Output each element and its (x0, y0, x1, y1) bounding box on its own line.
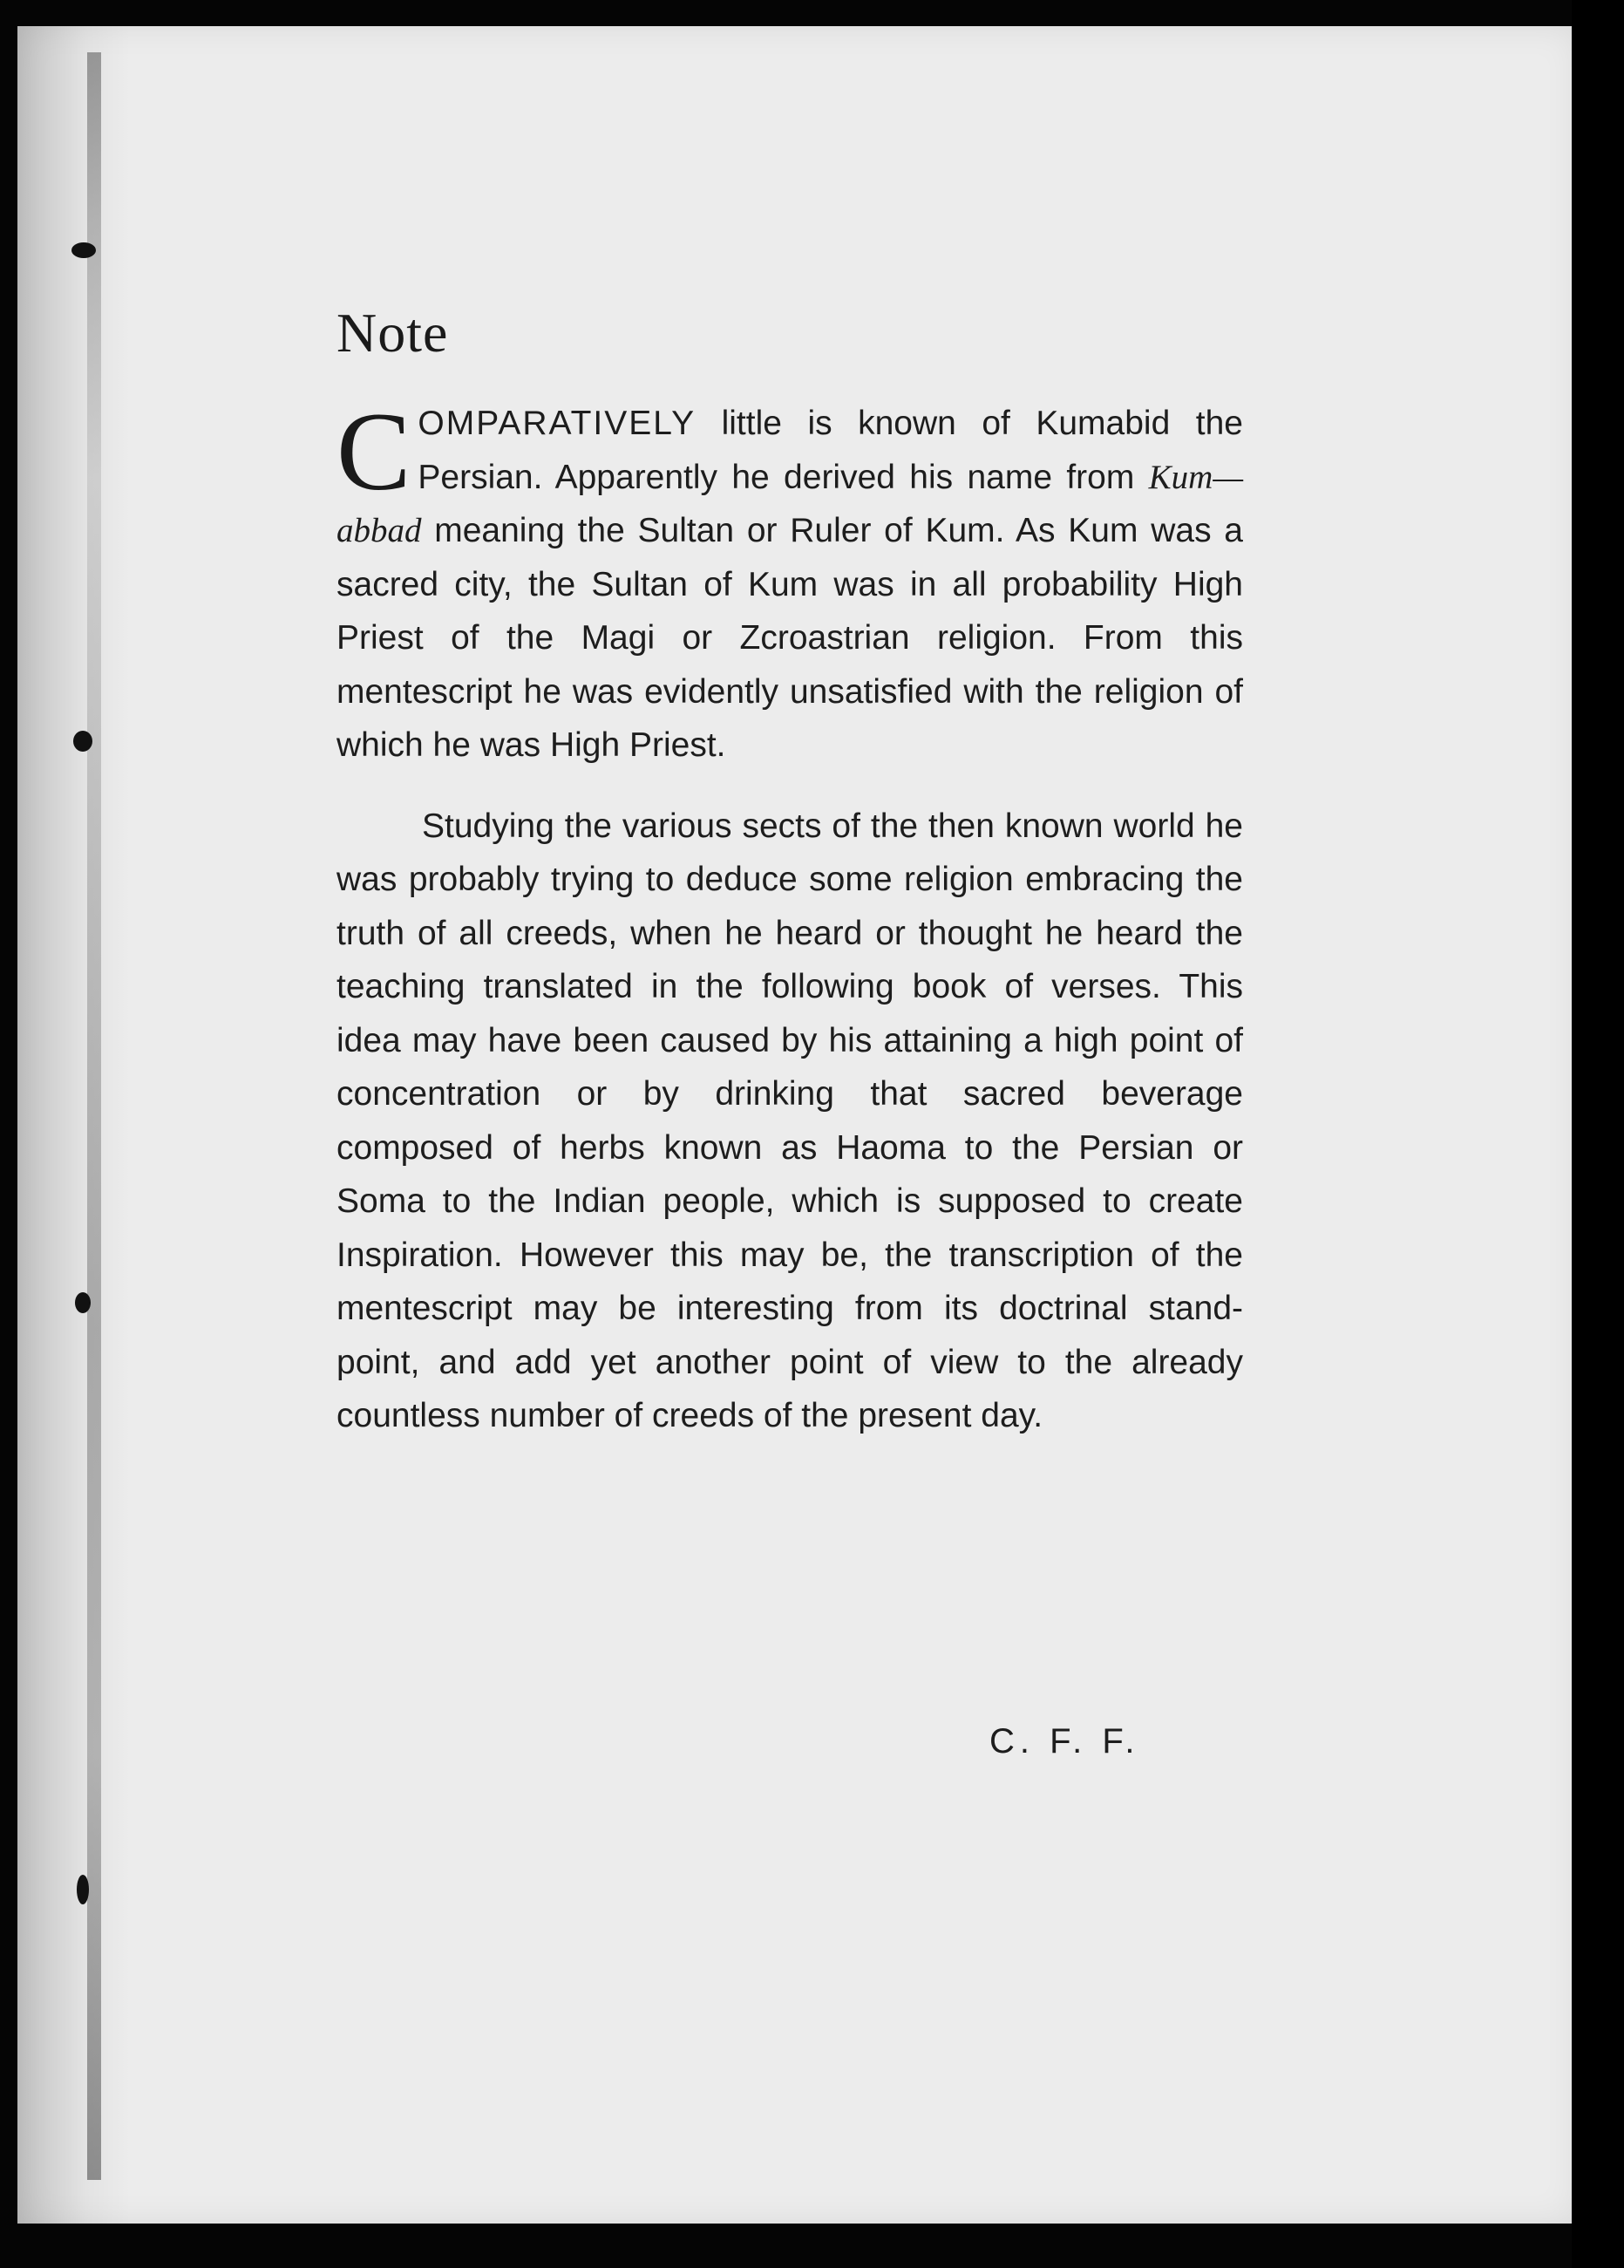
paragraph-1-text-b: meaning the Sultan or Ruler of Kum. As Kum was a sacred city, the Sultan of Kum was in all probability High Priest of the Magi or Zcroastrian religion. From this mentescript he was evidently unsatisfied with the religion of which he was High Priest. (336, 512, 1243, 764)
binding-strip (87, 52, 101, 2180)
binding-hole (75, 1292, 91, 1313)
gutter-shadow (17, 26, 131, 2224)
paragraph-1-text-a: little is known of Kumabid the Persian. Apparently he derived his name from (418, 405, 1243, 496)
paragraph-1 (336, 390, 1243, 773)
lead-word: OMPARATIVELY (418, 405, 696, 442)
binding-hole (73, 731, 92, 752)
page-title: Note (336, 302, 449, 364)
drop-cap: C (336, 390, 411, 514)
scan-border (1572, 0, 1624, 2268)
note-body (336, 390, 1243, 1443)
binding-hole (71, 242, 96, 258)
signature: C. F. F. (989, 1722, 1140, 1761)
paragraph-2: Studying the various sects of the then known world he was probably trying to deduce some religion embracing the truth of all creeds, when he heard or thought he heard the teaching translated in the following book of verses. This idea may have been caused by his attaining a high point of concentration or by drinking that sacred beverage composed of herbs known as Haoma to the Persian or Soma to the Indian people, which is supposed to create Inspiration. However this may be, the transcription of the mentescript may be interesting from its doctrinal stand-point, and add yet another point of view to the already countless number of creeds of the present day. (336, 807, 1243, 1434)
italic-term: Kum—abbad (336, 458, 1243, 549)
binding-hole (77, 1875, 89, 1904)
